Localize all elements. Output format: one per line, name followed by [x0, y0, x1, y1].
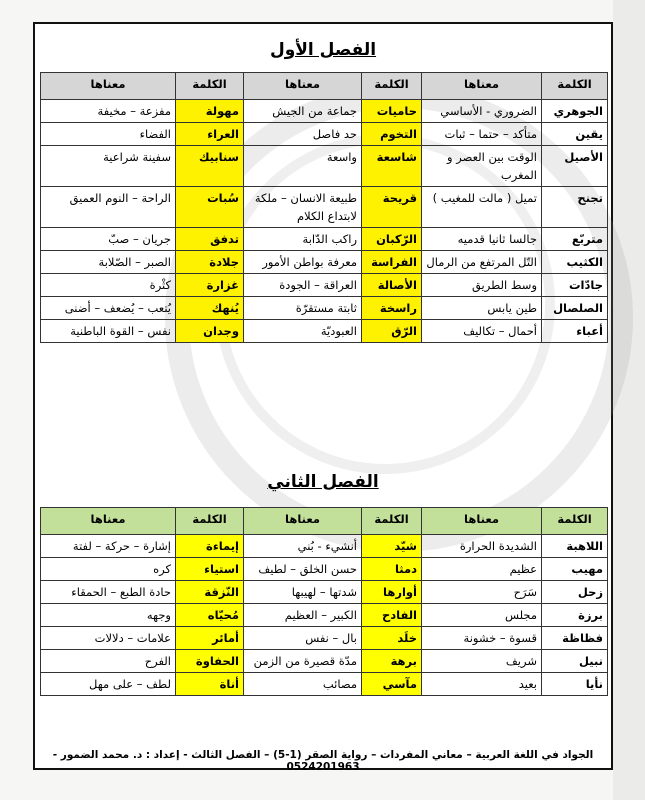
vocab-word: برزة — [542, 604, 608, 627]
vocab-word: أعباء — [542, 320, 608, 343]
vocab-meaning: طبيعة الانسان – ملكة لابتداع الكلام — [244, 187, 362, 228]
header-word: الكلمة — [362, 73, 422, 100]
vocab-word: أمائر — [176, 627, 244, 650]
vocab-word: أناة — [176, 673, 244, 696]
vocab-word: الجوهري — [542, 100, 608, 123]
vocab-meaning: شدتها – لهيبها — [244, 581, 362, 604]
vocab-word: برهة — [362, 650, 422, 673]
vocab-meaning: جريان – صبّ — [41, 228, 176, 251]
vocab-meaning: راكب الدّابة — [244, 228, 362, 251]
vocab-meaning: معرفة بواطن الأمور — [244, 251, 362, 274]
vocab-word: نأيا — [542, 673, 608, 696]
vocab-word: الأصالة — [362, 274, 422, 297]
vocab-word: مآسي — [362, 673, 422, 696]
vocab-meaning: إشارة – حركة – لفتة — [41, 535, 176, 558]
vocab-meaning: بعيد — [422, 673, 542, 696]
header-meaning: معناها — [422, 73, 542, 100]
table-row — [41, 297, 608, 320]
section1-body — [41, 100, 608, 343]
header-word: الكلمة — [176, 508, 244, 535]
header-word: الكلمة — [542, 508, 608, 535]
vocab-meaning: العراقة – الجودة — [244, 274, 362, 297]
header-word: الكلمة — [542, 73, 608, 100]
worksheet-page — [33, 22, 613, 773]
vocab-word: سنابيك — [176, 146, 244, 187]
vocab-meaning: يُتعب – يُضعف – أضنى — [41, 297, 176, 320]
vocab-word: حاميات — [362, 100, 422, 123]
section1-title: الفصل الأول — [269, 40, 377, 60]
section1-header-row — [41, 73, 608, 100]
table-row — [41, 146, 608, 187]
vocab-meaning: ثابتة مستقرّة — [244, 297, 362, 320]
vocab-word: اللاهبة — [542, 535, 608, 558]
table-row — [41, 535, 608, 558]
vocab-word: وجدان — [176, 320, 244, 343]
section2-body — [41, 535, 608, 696]
table-row — [41, 558, 608, 581]
table-row — [41, 187, 608, 228]
header-meaning: معناها — [244, 508, 362, 535]
header-meaning: معناها — [41, 508, 176, 535]
vocab-word: فظاظة — [542, 627, 608, 650]
vocab-word: جلادة — [176, 251, 244, 274]
vocab-meaning: العبوديّة — [244, 320, 362, 343]
table-row — [41, 627, 608, 650]
vocab-word: مُحيّاه — [176, 604, 244, 627]
vocab-word: سُبات — [176, 187, 244, 228]
header-word: الكلمة — [176, 73, 244, 100]
table-row — [41, 274, 608, 297]
vocab-meaning: مجلس — [422, 604, 542, 627]
vocab-word: الرّق — [362, 320, 422, 343]
vocab-meaning: التّل المرتفع من الرمال — [422, 251, 542, 274]
vocab-meaning: مدّة قصيرة من الزمن — [244, 650, 362, 673]
vocab-meaning: أحمال – تكاليف — [422, 320, 542, 343]
vocab-meaning: الشديدة الحرارة — [422, 535, 542, 558]
table-row — [41, 228, 608, 251]
footer-credit: الجواد في اللغة العربية – معاني المفردات – رواية الصقر (1-5) – الفصل الثالث - إعداد : د. محمد الضمور - 0524201963 — [52, 749, 594, 773]
vocab-meaning: أنشيء - بُني — [244, 535, 362, 558]
vocab-word: زحل — [542, 581, 608, 604]
table-row — [41, 673, 608, 696]
vocab-meaning: طين يابس — [422, 297, 542, 320]
vocab-word: نبيل — [542, 650, 608, 673]
table-row — [41, 251, 608, 274]
vocab-meaning: عظيم — [422, 558, 542, 581]
header-meaning: معناها — [41, 73, 176, 100]
vocab-word: الرّكبان — [362, 228, 422, 251]
vocab-word: مهولة — [176, 100, 244, 123]
header-word: الكلمة — [362, 508, 422, 535]
vocab-meaning: سَرَح — [422, 581, 542, 604]
vocab-word: استياء — [176, 558, 244, 581]
vocab-meaning: وجهه — [41, 604, 176, 627]
vocab-meaning: الراحة – النوم العميق — [41, 187, 176, 228]
vocab-word: الأصيل — [542, 146, 608, 187]
table-row — [41, 320, 608, 343]
table-row — [41, 604, 608, 627]
vocab-word: التخوم — [362, 123, 422, 146]
vocab-word: راسخة — [362, 297, 422, 320]
vocab-word: خلَد — [362, 627, 422, 650]
vocab-meaning: حد فاصل — [244, 123, 362, 146]
vocab-word: شيّد — [362, 535, 422, 558]
vocab-meaning: قسوة – خشونة — [422, 627, 542, 650]
vocab-meaning: جماعة من الجيش — [244, 100, 362, 123]
vocab-word: مهيب — [542, 558, 608, 581]
vocab-word: إيماءة — [176, 535, 244, 558]
vocab-word: الكثيب — [542, 251, 608, 274]
vocab-meaning: مصائب — [244, 673, 362, 696]
vocab-word: دمثا — [362, 558, 422, 581]
vocab-word: النّزقة — [176, 581, 244, 604]
header-meaning: معناها — [244, 73, 362, 100]
vocab-word: متربّع — [542, 228, 608, 251]
vocab-meaning: علامات – دلالات — [41, 627, 176, 650]
vocab-meaning: الوقت بين العصر و المغرب — [422, 146, 542, 187]
vocab-meaning: وسط الطريق — [422, 274, 542, 297]
vocab-meaning: الفضاء — [41, 123, 176, 146]
vocab-meaning: واسعة — [244, 146, 362, 187]
vocab-meaning: بال – نفس — [244, 627, 362, 650]
vocab-meaning: جالسا ثانيا قدميه — [422, 228, 542, 251]
vocab-meaning: حسن الخلق – لطيف — [244, 558, 362, 581]
table-row — [41, 100, 608, 123]
vocab-meaning: مفزعة – مخيفة — [41, 100, 176, 123]
vocab-word: جادّات — [542, 274, 608, 297]
vocab-meaning: الكبير – العظيم — [244, 604, 362, 627]
section2-table — [40, 507, 608, 696]
vocab-meaning: شريف — [422, 650, 542, 673]
vocab-word: الصلصال — [542, 297, 608, 320]
vocab-meaning: نفس – القوة الباطنية — [41, 320, 176, 343]
vocab-meaning: الفرح — [41, 650, 176, 673]
vocab-meaning: كره — [41, 558, 176, 581]
section2-header-row — [41, 508, 608, 535]
vocab-meaning: متأكد – حتما – ثبات — [422, 123, 542, 146]
section2-title: الفصل الثاني — [267, 472, 379, 492]
header-meaning: معناها — [422, 508, 542, 535]
vocab-meaning: تميل ( مالت للمغيب ) — [422, 187, 542, 228]
vocab-word: أوارها — [362, 581, 422, 604]
vocab-meaning: كثْرة — [41, 274, 176, 297]
vocab-word: قريحة — [362, 187, 422, 228]
vocab-word: العراء — [176, 123, 244, 146]
page-margin — [613, 0, 645, 800]
vocab-word: شاسعة — [362, 146, 422, 187]
vocab-meaning: حادة الطبع – الحمقاء — [41, 581, 176, 604]
vocab-meaning: الضروري - الأساسي — [422, 100, 542, 123]
vocab-word: الفادح — [362, 604, 422, 627]
vocab-word: الحفاوة — [176, 650, 244, 673]
table-row — [41, 123, 608, 146]
vocab-word: تجنح — [542, 187, 608, 228]
vocab-word: الفراسة — [362, 251, 422, 274]
vocab-word: غزارة — [176, 274, 244, 297]
vocab-meaning: الصبر – الصّلابة — [41, 251, 176, 274]
vocab-word: يُنهك — [176, 297, 244, 320]
vocab-word: يقين — [542, 123, 608, 146]
table-row — [41, 581, 608, 604]
section1-table — [40, 72, 608, 343]
vocab-word: تدفق — [176, 228, 244, 251]
vocab-meaning: لطف – على مهل — [41, 673, 176, 696]
vocab-meaning: سفينة شراعية — [41, 146, 176, 187]
table-row — [41, 650, 608, 673]
